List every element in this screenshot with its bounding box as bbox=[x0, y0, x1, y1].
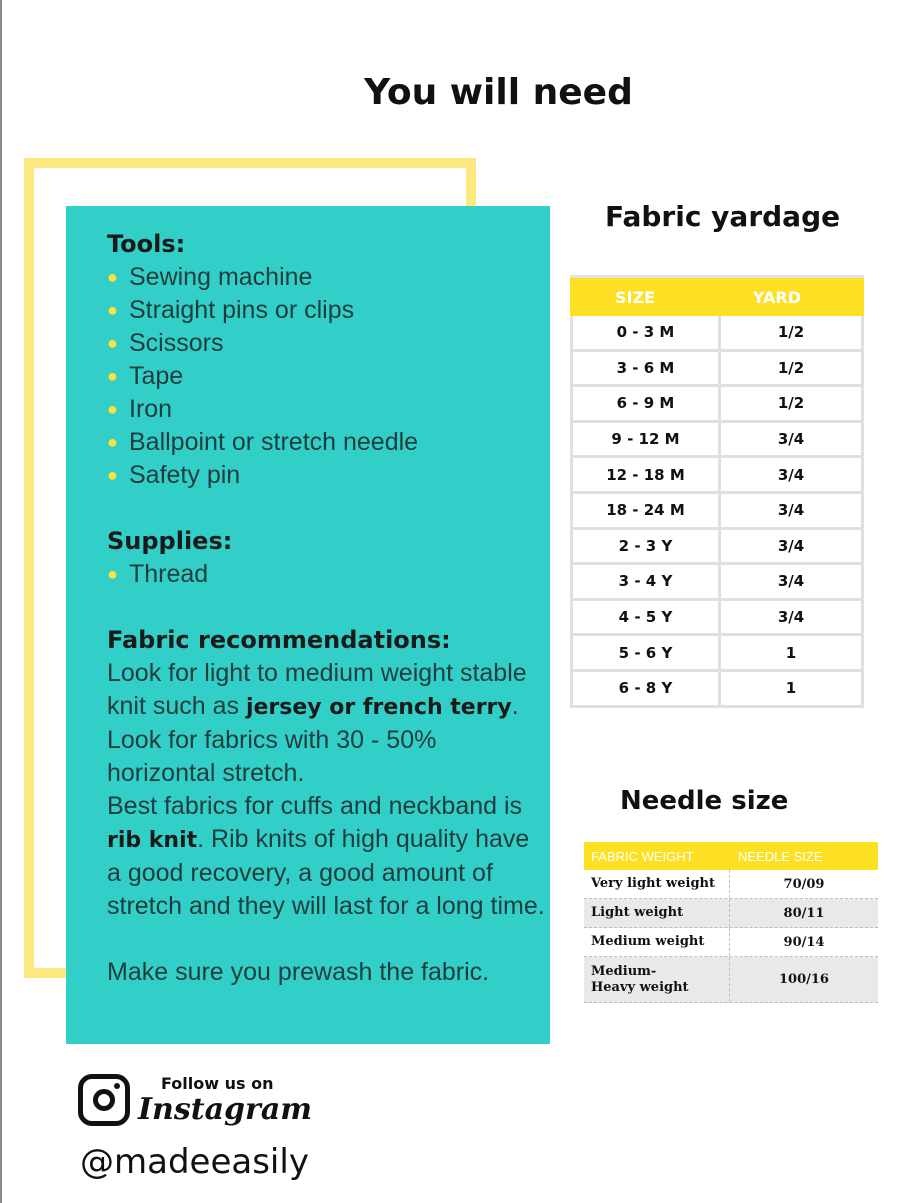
size-cell: 18 - 24 M bbox=[570, 494, 721, 527]
bullet-icon: ● bbox=[107, 399, 118, 419]
table-row bbox=[584, 928, 878, 957]
size-cell: 12 - 18 M bbox=[570, 458, 721, 491]
table-row bbox=[570, 494, 864, 530]
size-cell: 3 - 4 Y bbox=[570, 565, 721, 598]
follow-us-text: Follow us on bbox=[161, 1074, 274, 1093]
yard-cell: 3/4 bbox=[721, 565, 864, 598]
bullet-icon: ● bbox=[107, 300, 118, 320]
bullet-icon: ● bbox=[107, 465, 118, 485]
fabric-weight-cell: Medium weight bbox=[584, 928, 730, 956]
needle-size-title: Needle size bbox=[620, 786, 789, 816]
table-row bbox=[584, 957, 878, 1003]
table-row bbox=[570, 352, 864, 388]
needle-size-column-header: NEEDLE SIZE bbox=[738, 848, 823, 864]
page-title: You will need bbox=[364, 72, 633, 113]
list-item: ● Safety pin bbox=[107, 459, 550, 492]
needle-size-cell: 80/11 bbox=[783, 905, 825, 921]
yard-cell: 1/2 bbox=[721, 316, 864, 349]
list-item: ● Straight pins or clips bbox=[107, 294, 550, 327]
tools-heading: Tools: bbox=[107, 230, 186, 258]
size-cell: 6 - 8 Y bbox=[570, 672, 721, 705]
fabric-weight-cell: Medium- Heavy weight bbox=[584, 957, 730, 1002]
needle-size-cell: 100/16 bbox=[779, 972, 829, 987]
yard-cell: 3/4 bbox=[721, 423, 864, 456]
supplies-list bbox=[107, 558, 550, 591]
table-row bbox=[570, 672, 864, 708]
yard-cell: 1/2 bbox=[721, 352, 864, 385]
needle-size-cell: 70/09 bbox=[783, 876, 825, 892]
table-row bbox=[570, 387, 864, 423]
size-column-header: SIZE bbox=[614, 287, 655, 307]
yard-cell: 1/2 bbox=[721, 387, 864, 420]
fabric-weight-column-header: FABRIC WEIGHT bbox=[591, 848, 694, 864]
left-edge-rule bbox=[0, 0, 2, 1203]
fabric-recommendation-text: Look for light to medium weight stable knit such as jersey or french terry. Look for fabrics with 30 - 50% horizontal stretch. bbox=[107, 659, 527, 787]
rib-knit-text: Best fabrics for cuffs and neckband is rib knit. Rib knits of high quality have a good recovery, a good amount of stretch and they will last for a long time. bbox=[107, 792, 545, 920]
yard-cell: 1 bbox=[721, 672, 864, 705]
table-row bbox=[570, 530, 864, 566]
fabric-yardage-title: Fabric yardage bbox=[605, 200, 841, 233]
prewash-note: Make sure you prewash the fabric. bbox=[107, 958, 490, 986]
yard-cell: 1 bbox=[721, 636, 864, 669]
supplies-heading: Supplies: bbox=[107, 527, 233, 555]
size-cell: 5 - 6 Y bbox=[570, 636, 721, 669]
needle-size-cell: 90/14 bbox=[783, 934, 825, 950]
size-cell: 6 - 9 M bbox=[570, 387, 721, 420]
size-cell: 3 - 6 M bbox=[570, 352, 721, 385]
bullet-icon: ● bbox=[107, 432, 118, 452]
yard-column-header: YARD bbox=[752, 287, 802, 307]
yard-cell: 3/4 bbox=[721, 530, 864, 563]
size-cell: 2 - 3 Y bbox=[570, 530, 721, 563]
table-row bbox=[570, 636, 864, 672]
needle-size-table bbox=[584, 842, 878, 1003]
size-cell: 4 - 5 Y bbox=[570, 601, 721, 634]
table-row bbox=[570, 458, 864, 494]
yard-cell: 3/4 bbox=[721, 458, 864, 491]
table-header bbox=[584, 842, 878, 870]
instagram-handle: @madeeasily bbox=[80, 1142, 309, 1182]
instagram-wordmark: Instagram bbox=[138, 1092, 312, 1127]
list-item: ● Thread bbox=[107, 558, 550, 591]
size-cell: 9 - 12 M bbox=[570, 423, 721, 456]
size-cell: 0 - 3 M bbox=[570, 316, 721, 349]
bullet-icon: ● bbox=[107, 366, 118, 386]
list-item: ● Sewing machine bbox=[107, 261, 550, 294]
fabric-weight-cell: Light weight bbox=[584, 899, 730, 927]
yard-cell: 3/4 bbox=[721, 494, 864, 527]
table-row bbox=[570, 316, 864, 352]
yard-cell: 3/4 bbox=[721, 601, 864, 634]
table-row bbox=[570, 565, 864, 601]
fabric-weight-cell: Very light weight bbox=[584, 870, 730, 898]
list-item: ● Scissors bbox=[107, 327, 550, 360]
list-item: ● Tape bbox=[107, 360, 550, 393]
list-item: ● Iron bbox=[107, 393, 550, 426]
table-row bbox=[570, 423, 864, 459]
fabric-recommendations-heading: Fabric recommendations: bbox=[107, 626, 451, 654]
list-item: ● Ballpoint or stretch needle bbox=[107, 426, 550, 459]
table-row bbox=[584, 870, 878, 899]
fabric-yardage-table bbox=[570, 275, 864, 708]
table-header bbox=[570, 275, 864, 316]
tools-list bbox=[107, 261, 550, 492]
bullet-icon: ● bbox=[107, 267, 118, 287]
table-row bbox=[584, 899, 878, 928]
bullet-icon: ● bbox=[107, 564, 118, 584]
instagram-icon bbox=[78, 1074, 130, 1126]
materials-panel bbox=[66, 206, 550, 1044]
table-row bbox=[570, 601, 864, 637]
bullet-icon: ● bbox=[107, 333, 118, 353]
